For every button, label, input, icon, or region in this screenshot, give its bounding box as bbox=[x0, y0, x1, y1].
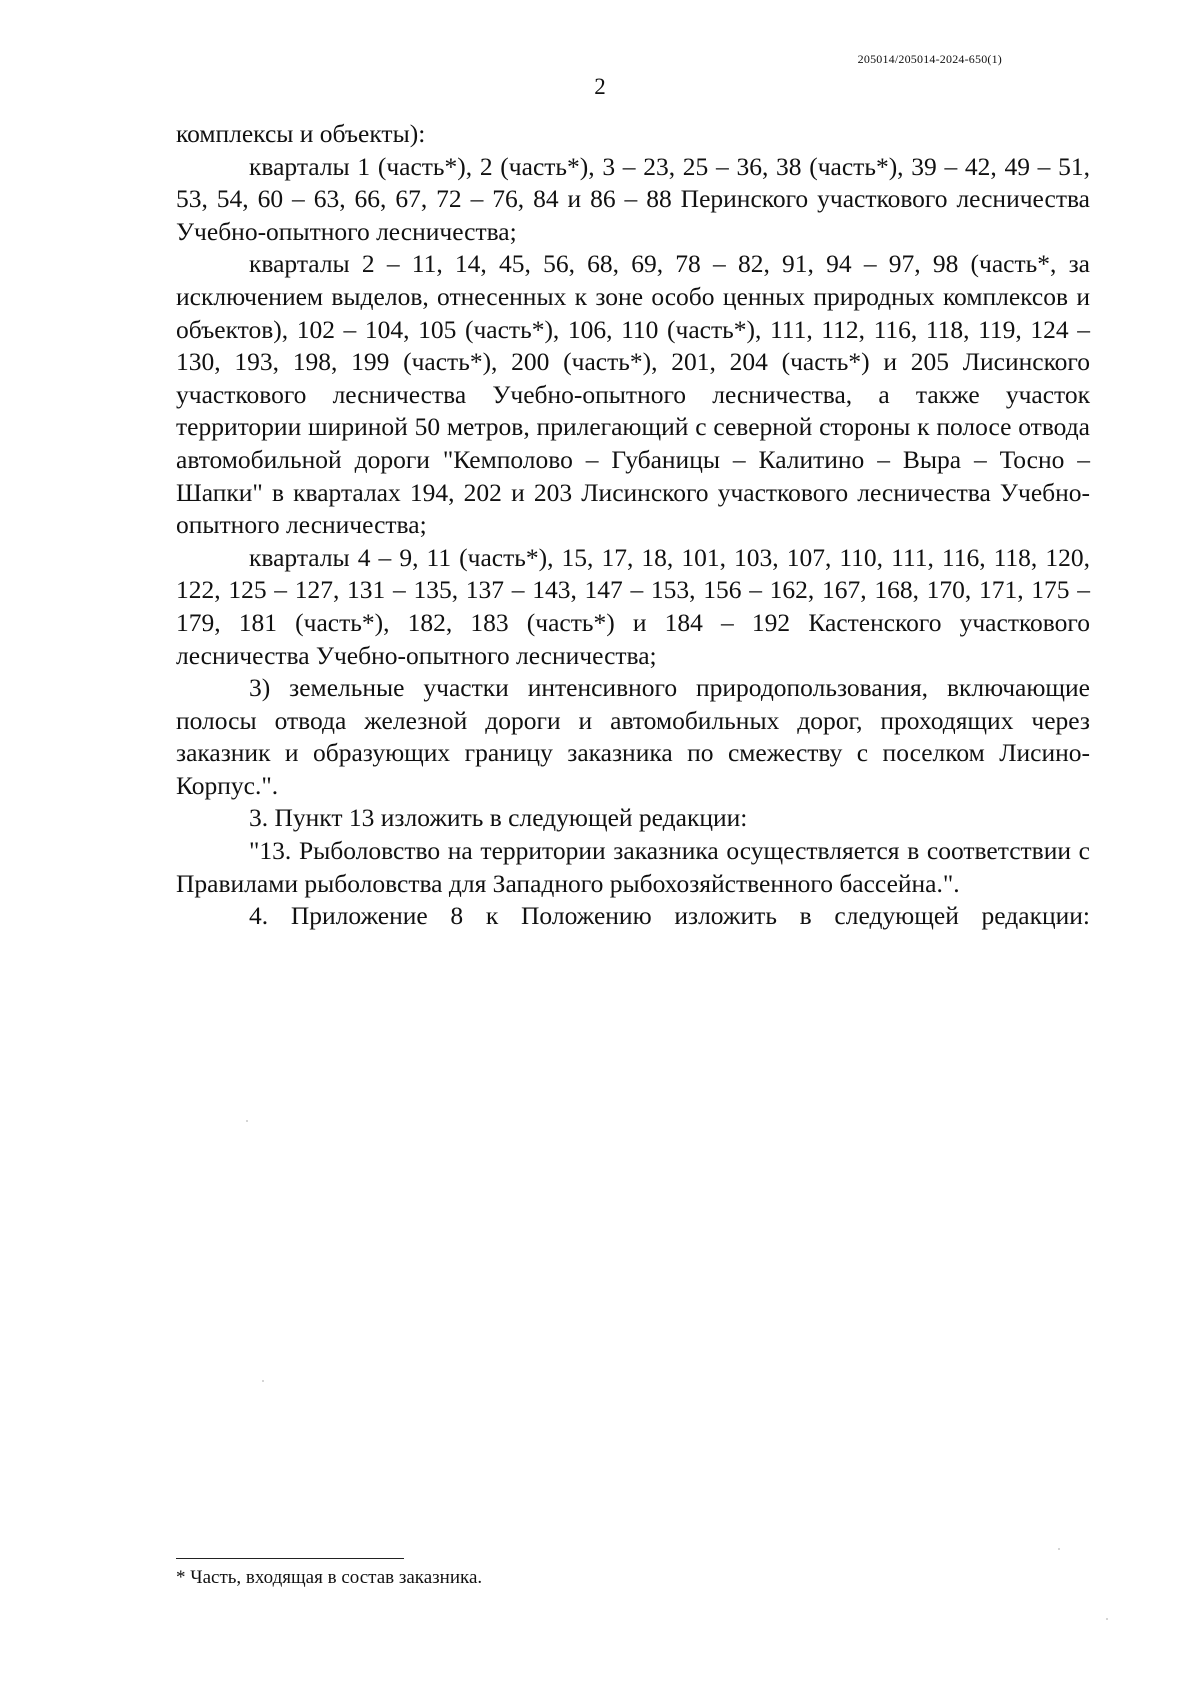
scan-speck bbox=[1106, 1618, 1108, 1620]
paragraph-item-4: 4. Приложение 8 к Положению изложить в следующей редакции: bbox=[249, 901, 1090, 931]
document-body bbox=[176, 118, 1090, 933]
paragraph-perinskoe-quarters: кварталы 1 (часть*), 2 (часть*), 3 – 23, 25 – 36, 38 (часть*), 39 – 42, 49 – 51, 53, 54, 60 – 63, 66, 67, 72 – 76, 84 и 86 – 88 Перинского участкового лесничества Учебно-опытного лесничества; bbox=[176, 151, 1090, 246]
document-code: 205014/205014-2024-650(1) bbox=[857, 52, 1002, 66]
paragraph-continuation: комплексы и объекты): bbox=[176, 119, 426, 148]
paragraph-item-13-fishing: "13. Рыболовство на территории заказника осуществляется в соответствии с Правилами рыболовства для Западного рыбохозяйственного бассейна.". bbox=[176, 836, 1090, 898]
scan-speck bbox=[262, 1380, 264, 1382]
scan-speck bbox=[1058, 1548, 1060, 1550]
scan-speck bbox=[246, 1120, 248, 1122]
paragraph-item-3: 3. Пункт 13 изложить в следующей редакции: bbox=[249, 803, 748, 833]
footnote-divider bbox=[176, 1558, 404, 1559]
footnote: * Часть, входящая в состав заказника. bbox=[176, 1567, 483, 1588]
paragraph-intensive-use-plots: 3) земельные участки интенсивного природопользования, включающие полосы отвода железной дороги и автомобильных дорог, проходящих через заказник и образующих границу заказника по смежеству с поселком Лисино-Корпус.". bbox=[176, 673, 1090, 800]
page-number: 2 bbox=[594, 74, 606, 99]
paragraph-lisinskoe-quarters: кварталы 2 – 11, 14, 45, 56, 68, 69, 78 – 82, 91, 94 – 97, 98 (часть*, за исключением выделов, отнесенных к зоне особо ценных природных комплексов и объектов), 102 – 104, 105 (часть*), 106, 110 (часть*), 111, 112, 116, 118, 119, 124 – 130, 193, 198, 199 (часть*), 200 (часть*), 201, 204 (часть*) и 205 Лисинского участкового лесничества Учебно-опытного лесничества, а также участок территории шириной 50 метров, прилегающий с северной стороны к полосе отвода автомобильной дороги "Кемполово – Губаницы – Калитино – Выра – Тосно – Шапки" в кварталах 194, 202 и 203 Лисинского участкового лесничества Учебно-опытного лесничества; bbox=[176, 249, 1090, 540]
paragraph-kastenskoe-quarters: кварталы 4 – 9, 11 (часть*), 15, 17, 18, 101, 103, 107, 110, 111, 116, 118, 120, 122, 125 – 127, 131 – 135, 137 – 143, 147 – 153, 156 – 162, 167, 168, 170, 171, 175 – 179, 181 (часть*), 182, 183 (часть*) и 184 – 192 Кастенского участкового лесничества Учебно-опытного лесничества; bbox=[176, 542, 1090, 670]
